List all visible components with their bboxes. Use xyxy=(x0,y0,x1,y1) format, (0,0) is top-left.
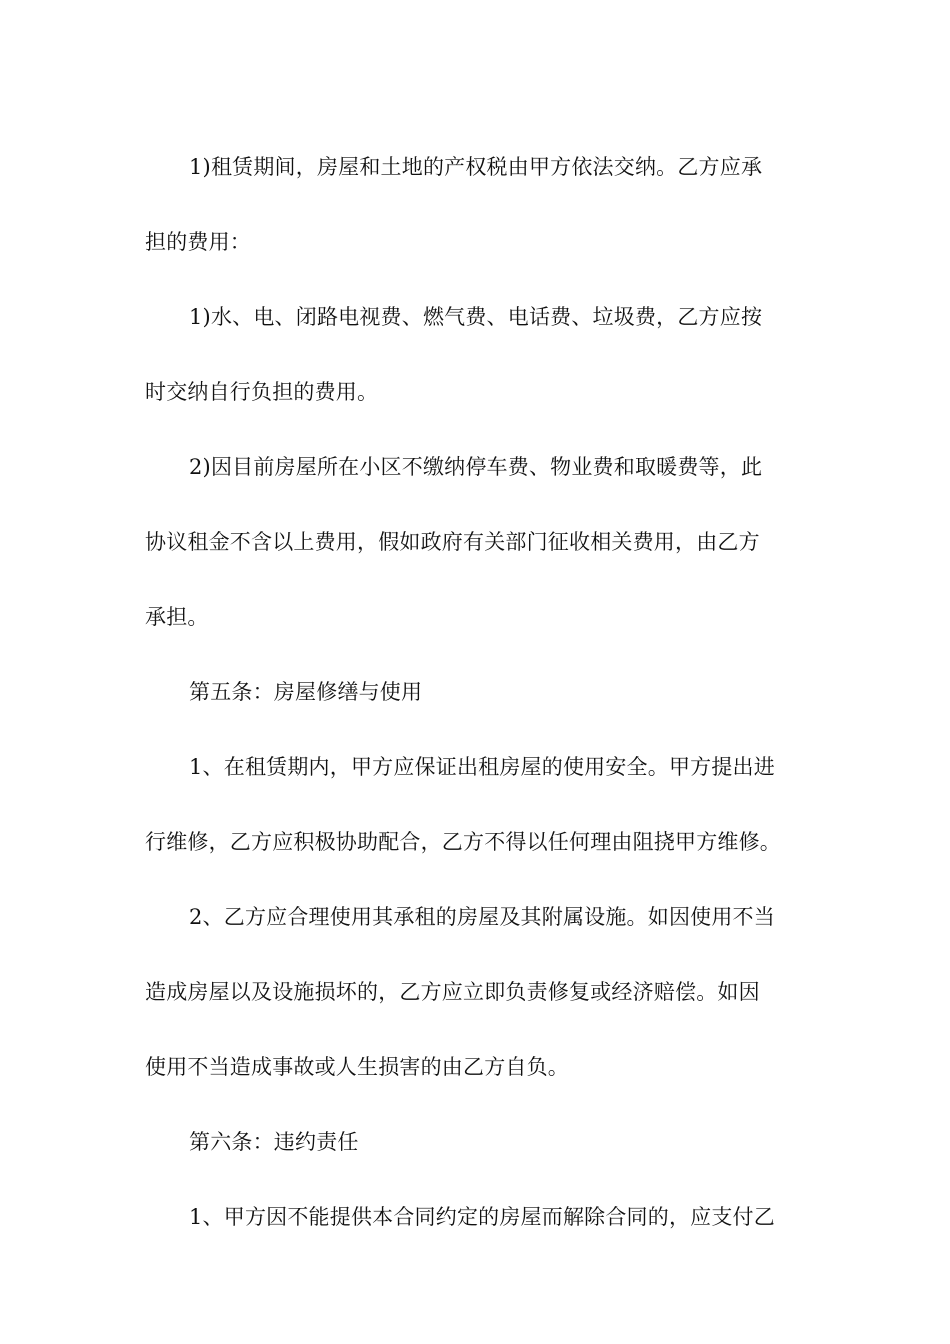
text-line: 担的费用： xyxy=(145,230,251,254)
text-line: 1)租赁期间，房屋和土地的产权税由甲方依法交纳。乙方应承 xyxy=(189,155,763,179)
text-line: 2)因目前房屋所在小区不缴纳停车费、物业费和取暖费等，此 xyxy=(189,455,763,479)
paragraph-repair-safety xyxy=(145,730,810,880)
document-body xyxy=(145,130,810,1255)
paragraph-tax-responsibility xyxy=(145,130,810,280)
text-line: 使用不当造成事故或人生损害的由乙方自负。 xyxy=(145,1055,569,1079)
text-line: 1、在租赁期内，甲方应保证出租房屋的使用安全。甲方提出进 xyxy=(189,755,775,779)
text-line: 造成房屋以及设施损坏的，乙方应立即负责修复或经济赔偿。如因 xyxy=(145,980,760,1004)
heading-text: 第六条：违约责任 xyxy=(189,1130,359,1154)
text-line: 1、甲方因不能提供本合同约定的房屋而解除合同的，应支付乙 xyxy=(189,1205,775,1229)
paragraph-proper-use xyxy=(145,880,810,1105)
text-line: 1)水、电、闭路电视费、燃气费、电话费、垃圾费，乙方应按 xyxy=(189,305,763,329)
heading-text: 第五条：房屋修缮与使用 xyxy=(189,680,423,704)
paragraph-breach-landlord xyxy=(145,1180,810,1255)
text-line: 协议租金不含以上费用，假如政府有关部门征收相关费用，由乙方 xyxy=(145,530,760,554)
section-heading-article-6 xyxy=(145,1105,810,1180)
section-heading-article-5 xyxy=(145,655,810,730)
paragraph-utility-fees xyxy=(145,280,810,430)
text-line: 行维修，乙方应积极协助配合，乙方不得以任何理由阻挠甲方维修。 xyxy=(145,830,781,854)
text-line: 时交纳自行负担的费用。 xyxy=(145,380,379,404)
text-line: 承担。 xyxy=(145,605,209,629)
text-line: 2、乙方应合理使用其承租的房屋及其附属设施。如因使用不当 xyxy=(189,905,775,929)
paragraph-other-fees xyxy=(145,430,810,655)
